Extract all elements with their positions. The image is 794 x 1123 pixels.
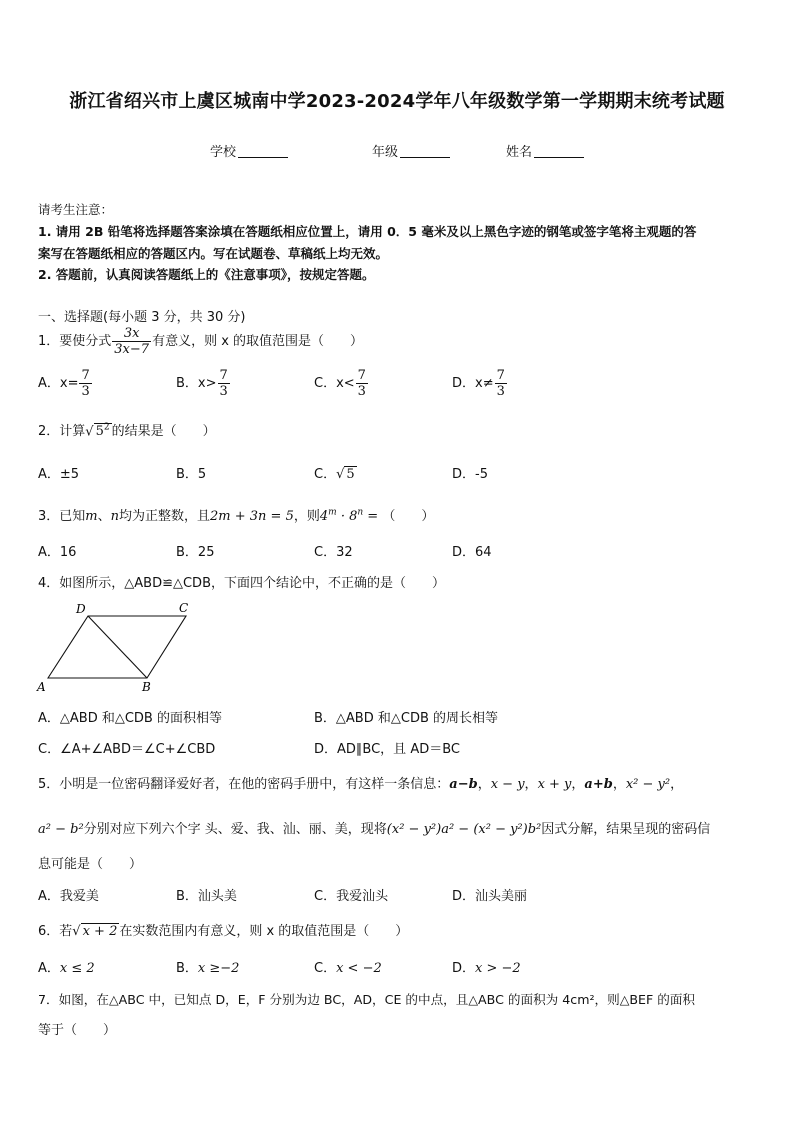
q3-equals: = [363,509,383,524]
question-1 [38,326,363,357]
q3-option-d[interactable]: D．64 [452,545,492,560]
q3-exp-m: m [328,507,337,518]
q1-d-fraction [495,368,507,399]
q1-a-label: A．x= [38,376,79,391]
q4-label-c: C [179,601,189,615]
q4-parallelogram-figure [34,598,196,696]
name-label: 姓名 [506,145,533,160]
q3-var-m: m [85,509,98,524]
question-7-line-1: 7．如图，在△ABC 中，已知点 D，E，F 分别为边 BC，AD，CE 的中点，且△ABC 的面积为 4cm²，则△BEF 的面积 [38,992,696,1007]
q5-term-4: a+b [584,777,613,792]
section-heading: 一、选择题(每小题 3 分，共 30 分) [38,310,246,325]
q3-base-8: · 8 [336,509,358,524]
q5-option-c[interactable]: C．我爱汕头 [314,889,389,904]
q1-numerator: 3x [112,326,151,342]
q3-option-c[interactable]: C．32 [314,545,353,560]
q3-mid: 均为正整数，且 [119,509,211,524]
q1-option-c[interactable] [314,368,369,399]
q1-b-label: B．x> [176,376,217,391]
q2-option-b[interactable]: B．5 [176,467,207,482]
q1-denominator: 3x−7 [114,342,150,357]
school-label: 学校 [210,145,237,160]
q1-c-fraction [356,368,368,399]
q3-var-n: n [110,509,119,524]
q1-suffix: 有意义，则 x 的取值范围是（ ） [152,334,364,349]
q5-option-a[interactable]: A．我爱美 [38,889,99,904]
question-4: 4．如图所示，△ABD≌△CDB，下面四个结论中，不正确的是（ ） [38,576,445,591]
q5-option-b[interactable]: B．汕头美 [176,889,237,904]
q1-a-fraction [79,368,91,399]
q2-c-radicand: 5 [346,467,355,482]
q1-option-b[interactable] [176,368,231,399]
q1-b-num: 7 [219,368,228,383]
q1-c-label: C．x< [314,376,355,391]
q2-exponent: 2 [103,422,110,433]
q3-equation: 2m + 3n = 5 [210,509,294,524]
q5-text-3: 因式分解，结果呈现的密码信 [541,822,711,837]
school-blank[interactable] [238,144,288,158]
q2-option-c[interactable] [314,463,357,482]
q2-option-d[interactable]: D．-5 [452,467,488,482]
q6-d-label: D． [452,961,476,976]
q6-option-a[interactable] [38,957,95,976]
page-title: 浙江省绍兴市上虞区城南中学2023-2024学年八年级数学第一学期期末统考试题 [69,91,725,112]
q6-radicand: x + 2 [82,924,118,939]
question-5-line-2 [38,818,710,837]
q1-prefix: 1．要使分式 [38,334,112,349]
q2-c-sqrt: √ 5 [336,467,355,482]
notice-line-2: 2. 答题前，认真阅读答题纸上的《注意事项》，按规定答题。 [38,267,375,282]
q6-option-b[interactable] [176,957,239,976]
notice-line-1a: 1. 请用 2B 铅笔将选择题答案涂填在答题纸相应位置上，请用 0．5 毫米及以上黑色字迹的钢笔或签字笔将主观题的答 [38,224,697,239]
q1-a-num: 7 [81,368,90,383]
q5-term-1: a−b [449,777,478,792]
q1-fraction [112,326,151,357]
q6-c-math: x < −2 [336,961,382,976]
notice-line-1b: 案写在答题纸相应的答题区内。写在试题卷、草稿纸上均无效。 [38,246,389,261]
q3-base-4: 4 [319,509,329,524]
q6-b-label: B． [176,961,198,976]
q3-option-b[interactable]: B．25 [176,545,215,560]
q1-c-den: 3 [357,384,366,399]
school-field [210,141,288,160]
q5-term-6: a² − b² [38,822,84,837]
q2-option-a[interactable]: A．±5 [38,467,80,482]
q2-radicand: 5 [95,424,104,439]
q4-diagonal-db [88,616,147,678]
q3-suffix: （ ） [382,509,435,524]
q5-term-3: x + y [537,777,572,792]
q3-exp-n: n [357,507,364,518]
q6-option-d[interactable] [452,957,521,976]
q4-label-d: D [76,602,86,616]
question-2 [38,420,216,439]
q4-option-c[interactable]: C．∠A+∠ABD＝∠C+∠CBD [38,742,216,757]
q6-sqrt: √ x + 2 [72,924,118,939]
q4-option-b[interactable]: B．△ABD 和△CDB 的周长相等 [314,711,499,726]
q6-suffix: 在实数范围内有意义，则 x 的取值范围是（ ） [119,924,409,939]
q6-option-c[interactable] [314,957,382,976]
grade-field [372,141,450,160]
q5-expression: (x² − y²)a² − (x² − y²)b² [386,822,542,837]
q5-text-2: 分别对应下列六个字 头、爱、我、汕、丽、美，现将 [83,822,387,837]
name-blank[interactable] [534,144,584,158]
q1-d-num: 7 [496,368,505,383]
q3-option-a[interactable]: A．16 [38,545,77,560]
notice-heading: 请考生注意： [38,202,114,217]
q5-term-5: x² − y² [625,777,671,792]
question-3 [38,505,434,524]
question-5-line-1: 5．小明是一位密码翻译爱好者，在他的密码手册中，有这样一条信息：a−b，x − y，x + y，a+b，x² − y²， [38,777,684,792]
q4-label-a: A [37,680,46,694]
q6-a-math: x ≤ 2 [59,961,95,976]
q1-d-den: 3 [496,384,505,399]
q1-d-label: D．x≠ [452,376,494,391]
q3-sep: 、 [97,509,111,524]
q4-option-d[interactable]: D．AD∥BC，且 AD＝BC [314,742,460,757]
question-6 [38,920,408,939]
grade-blank[interactable] [400,144,450,158]
q6-d-math: x > −2 [475,961,521,976]
question-5-line-3: 息可能是（ ） [38,857,143,872]
q2-c-label: C． [314,467,337,482]
q6-prefix: 6．若 [38,924,73,939]
q4-option-a[interactable]: A．△ABD 和△CDB 的面积相等 [38,711,222,726]
q4-label-b: B [142,680,151,694]
q5-text-1: 5．小明是一位密码翻译爱好者，在他的密码手册中，有这样一条信息： [38,777,450,792]
q1-c-num: 7 [357,368,366,383]
q5-option-d[interactable]: D．汕头美丽 [452,889,528,904]
q1-b-den: 3 [219,384,228,399]
q5-term-2: x − y [490,777,525,792]
q2-sqrt: √ $5^2$ [85,422,110,439]
q1-b-fraction [218,368,230,399]
q2-suffix: 的结果是（ ） [111,424,216,439]
q3-prefix: 3．已知 [38,509,86,524]
grade-label: 年级 [372,145,399,160]
q6-c-label: C． [314,961,337,976]
q1-option-a[interactable] [38,368,93,399]
question-7-line-2: 等于（ ） [38,1023,117,1038]
q6-b-math: x ≥−2 [197,961,240,976]
q2-prefix: 2．计算 [38,424,86,439]
q1-option-d[interactable] [452,368,508,399]
q1-a-den: 3 [81,384,90,399]
q6-a-label: A． [38,961,60,976]
name-field [506,141,584,160]
q3-mid2: ，则 [293,509,320,524]
